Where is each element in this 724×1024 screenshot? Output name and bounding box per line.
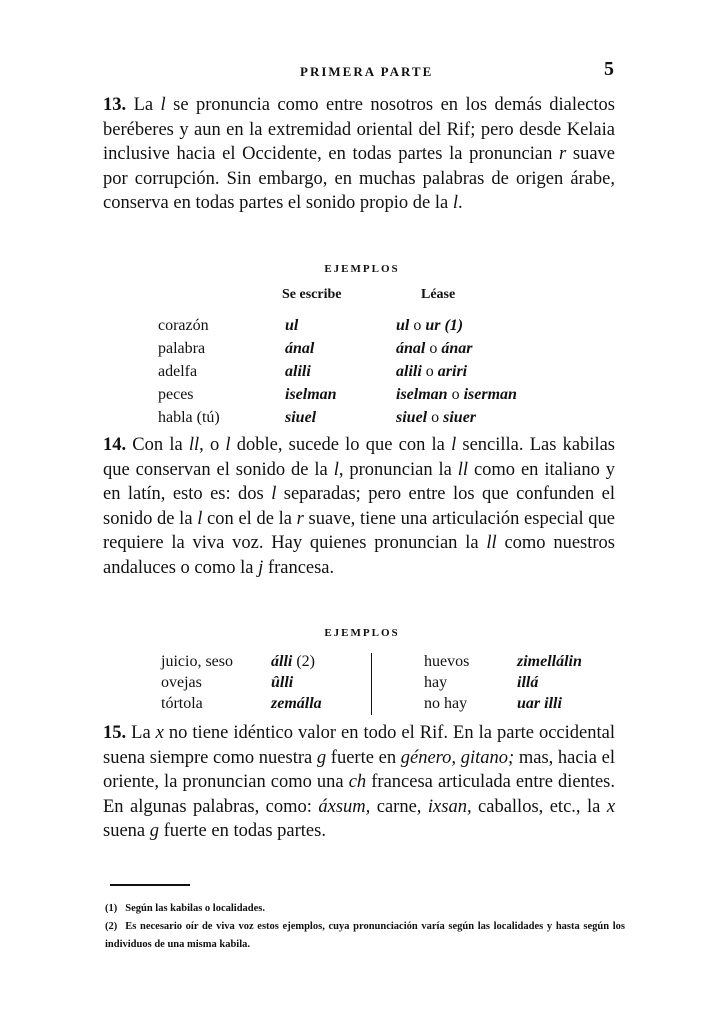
italic-run: x xyxy=(155,723,164,743)
read-form: ánal xyxy=(396,340,426,357)
text-run: suave, tiene una articulación especial que requiere la viva voz. Hay quienes pronuncian la xyxy=(103,508,616,554)
read-form: ánar xyxy=(441,340,473,357)
table-cell-read xyxy=(396,316,463,336)
form-word: ûlli xyxy=(271,674,294,691)
text-run: no tiene idéntico valor en todo el Rif. En la parte occidental suena siempre como nuestra xyxy=(103,723,615,768)
table-cell-meaning: huevos xyxy=(424,653,470,670)
table-cell-written: ánal xyxy=(285,340,315,357)
page-number: 5 xyxy=(604,58,614,80)
footnote-ref: (2) xyxy=(292,653,315,670)
column-head-lease: Léase xyxy=(421,287,456,302)
text-run: carne, xyxy=(370,796,428,817)
italic-run: j xyxy=(258,557,264,578)
read-form: ur (1) xyxy=(425,317,464,334)
read-separator: o xyxy=(421,363,438,380)
italic-run: ixsan, xyxy=(427,796,472,817)
table-cell-word: peces xyxy=(158,386,194,403)
text-run: La xyxy=(126,723,156,743)
table-cell-written: siuel xyxy=(285,409,317,426)
read-separator: o xyxy=(425,340,442,357)
read-form: alili xyxy=(396,363,422,380)
text-run: fuerte en xyxy=(326,747,401,768)
examples-title: EJEMPLOS xyxy=(324,263,400,275)
examples-title: EJEMPLOS xyxy=(324,627,400,639)
footnote-text: Según las kabilas o localidades. xyxy=(125,903,265,914)
table-cell-read xyxy=(396,362,467,382)
table-cell-meaning: no hay xyxy=(424,695,468,712)
paragraph-number: 14. xyxy=(103,435,127,455)
text-run: . xyxy=(458,193,463,214)
paragraph-14 xyxy=(103,433,615,581)
paragraph-15 xyxy=(103,721,615,844)
footnote-mark: (1) xyxy=(105,903,118,914)
table-cell-form: illá xyxy=(517,674,539,691)
italic-run: l xyxy=(333,459,339,480)
text-run: Con la xyxy=(126,435,189,455)
table-cell-meaning: hay xyxy=(424,674,448,691)
italic-run: ll xyxy=(188,435,200,455)
table-cell-form: zimellálin xyxy=(517,653,582,670)
text-run: separadas; pero entre los que confunden el sonido de la xyxy=(103,484,615,529)
read-form: ariri xyxy=(437,363,468,380)
text-run: mas, hacia el oriente, la pronuncian como una xyxy=(103,747,615,793)
text-run: suena xyxy=(103,821,150,842)
italic-run: l xyxy=(451,435,457,455)
text-run: con el de la xyxy=(202,508,297,529)
italic-run: ll xyxy=(457,459,469,480)
table-cell-written: iselman xyxy=(285,386,337,403)
table-cell-meaning: ovejas xyxy=(161,674,202,691)
italic-run: g xyxy=(316,747,327,768)
table-cell-read xyxy=(396,385,517,405)
paragraph-number: 13. xyxy=(103,95,127,115)
italic-run: l xyxy=(197,508,203,529)
read-form: iselman xyxy=(396,386,448,403)
italic-run: ll xyxy=(486,533,497,554)
text-run: francesa articulada entre dientes. En algunas palabras, como: xyxy=(103,772,615,817)
text-run: , o xyxy=(199,435,226,455)
table-cell-word: habla (tú) xyxy=(158,409,220,426)
text-run: La xyxy=(126,95,161,115)
footnote-rule xyxy=(110,884,190,886)
table-cell-read xyxy=(396,408,476,428)
table-cell-written: ul xyxy=(285,317,299,334)
form-word: álli xyxy=(271,653,293,670)
table-cell-word: adelfa xyxy=(158,363,198,380)
italic-run: l xyxy=(452,193,458,214)
text-run: como nuestros andaluces o como la xyxy=(103,533,615,578)
text-run: sencilla. Las kabilas que conservan el sonido de la xyxy=(103,435,615,480)
read-separator: o xyxy=(447,386,464,403)
read-separator: o xyxy=(427,409,444,426)
text-run: caballos, etc., la xyxy=(471,796,607,817)
footnote-text: Es necesario oír de viva voz estos ejemplos, cuya pronunciación varía según las localidades y hasta según los individuos de una misma kabila. xyxy=(105,921,625,950)
read-form: iserman xyxy=(463,386,517,403)
text-run: francesa. xyxy=(263,557,335,578)
table-cell-form xyxy=(271,652,315,672)
italic-run: l xyxy=(271,484,277,505)
table-cell-form xyxy=(271,673,293,693)
text-run: doble, sucede lo que con la xyxy=(230,435,452,455)
table-cell-meaning: juicio, seso xyxy=(161,653,233,670)
read-separator: o xyxy=(409,317,426,334)
column-divider xyxy=(371,653,372,715)
italic-run: género, gitano; xyxy=(400,747,515,768)
italic-run: r xyxy=(296,508,304,529)
column-head-se-escribe: Se escribe xyxy=(282,287,342,302)
italic-run: ch xyxy=(348,772,367,793)
text-run: suave por corrupción. Sin embargo, en muchas palabras de origen árabe, conserva en todas partes el sonido propio de la xyxy=(103,144,615,214)
paragraph-13 xyxy=(103,93,615,216)
table-cell-word: palabra xyxy=(158,340,206,357)
table-cell-read xyxy=(396,339,472,359)
table-cell-form xyxy=(271,694,322,714)
text-run: se pronuncia como entre nosotros en los demás dialectos beréberes y aun en la extremidad oriental del Rif; pero desde Kelaia inclusive hacia el Occidente, en todas partes la pronuncian xyxy=(103,95,615,165)
text-run: como en italiano y en latín, esto es: dos xyxy=(103,459,615,505)
table-cell-word: corazón xyxy=(158,317,209,334)
read-form: siuel xyxy=(396,409,428,426)
read-form: siuer xyxy=(443,409,477,426)
paragraph-number: 15. xyxy=(103,723,127,743)
italic-run: x xyxy=(606,796,616,817)
table-cell-meaning: tórtola xyxy=(161,695,203,712)
text-run: fuerte en todas partes. xyxy=(159,821,326,842)
footnote-mark: (2) xyxy=(105,921,118,932)
text-run: , pronuncian la xyxy=(338,459,458,480)
italic-run: r xyxy=(559,144,567,165)
table-cell-form: uar illi xyxy=(517,695,562,712)
italic-run: l xyxy=(160,95,166,115)
italic-run: g xyxy=(149,821,159,842)
footnote-1 xyxy=(105,900,625,918)
running-head: PRIMERA PARTE xyxy=(300,64,434,79)
read-form: ul xyxy=(396,317,410,334)
form-word: zemálla xyxy=(271,695,322,712)
footnote-2 xyxy=(105,918,625,954)
italic-run: áxsum, xyxy=(318,796,371,817)
table-cell-written: alili xyxy=(285,363,311,380)
italic-run: l xyxy=(225,435,231,455)
